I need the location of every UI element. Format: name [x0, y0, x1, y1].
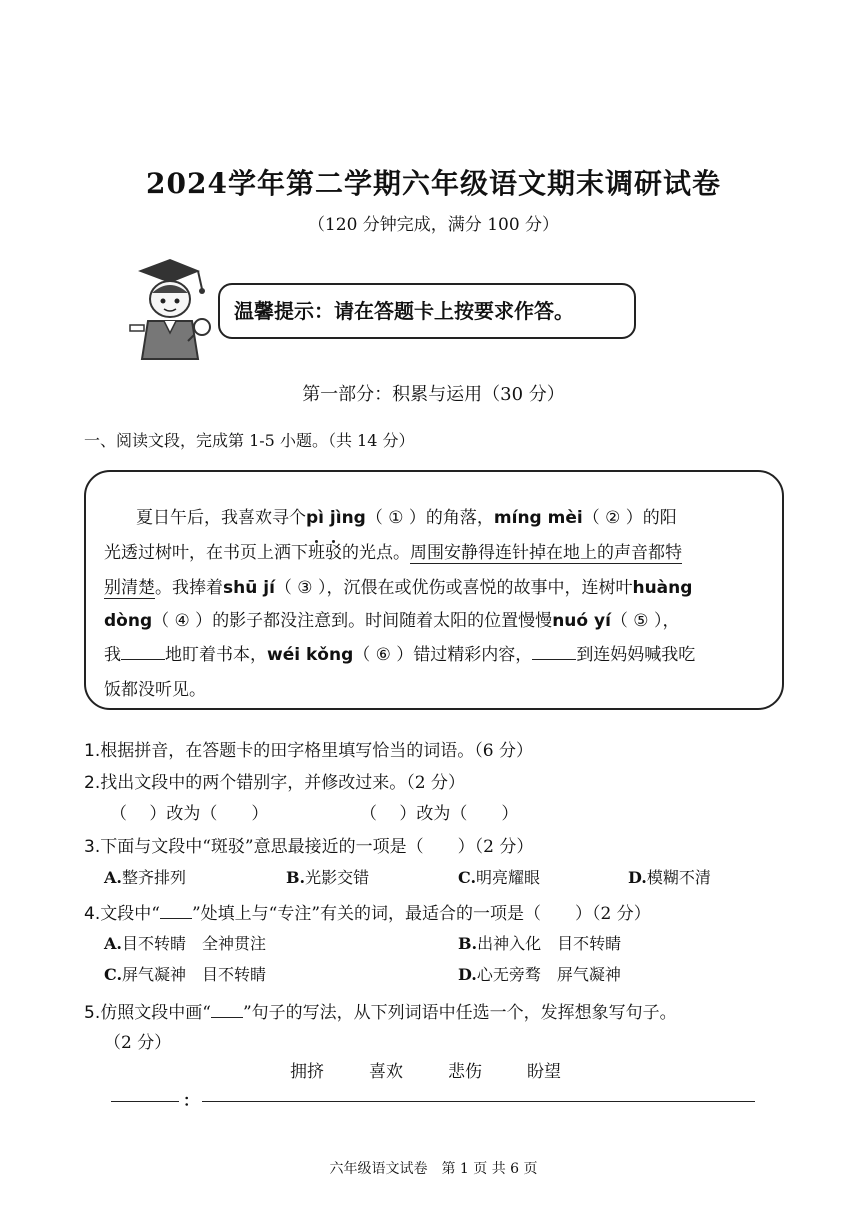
pinyin-1: pì jìng — [306, 508, 366, 528]
fill-blank — [532, 645, 576, 660]
question-5: 5.仿照文段中画“ ”句子的写法，从下列词语中任选一个，发挥想象写句子。 — [84, 1003, 677, 1023]
q3-option-c[interactable]: C.明亮耀眼 — [458, 868, 541, 887]
q4-option-b[interactable]: B.出神入化 目不转睛 — [458, 934, 622, 953]
answer-sentence-line[interactable] — [202, 1101, 755, 1102]
pinyin-5: nuó yí — [552, 611, 611, 631]
q2-blank-a: （ ）改为（ ） — [110, 804, 269, 824]
underlined-sentence: 周围安静得连针掉在地上的声音都特 — [410, 543, 682, 563]
pinyin-6: wéi kǒng — [267, 645, 354, 665]
question-2: 2.找出文段中的两个错别字，并修改过来。（2 分） — [84, 773, 465, 793]
q3-option-b[interactable]: B.光影交错 — [286, 868, 370, 887]
answer-word-line[interactable] — [111, 1101, 179, 1102]
pinyin-2: míng mèi — [493, 508, 583, 528]
q5-word-1: 拥挤 — [290, 1062, 324, 1082]
passage-line-5: 我 地盯着书本，wéi kǒng（ ⑥ ）错过精彩内容， 到连妈妈喊我吃 — [104, 645, 696, 665]
passage-line-6: 饭都没听见。 — [104, 680, 206, 700]
q3-option-d[interactable]: D.模糊不清 — [628, 868, 711, 887]
q4-option-c[interactable]: C.屏气凝神 目不转睛 — [104, 965, 267, 984]
q4-option-a[interactable]: A.目不转睛 全神贯注 — [104, 934, 266, 953]
section1-heading: 一、阅读文段，完成第 1-5 小题。（共 14 分） — [84, 431, 415, 450]
answer-colon: ： — [183, 1091, 200, 1110]
question-1: 1.根据拼音，在答题卡的田字格里填写恰当的词语。（6 分） — [84, 741, 533, 761]
passage-line-1: 夏日午后，我喜欢寻个pì jìng（ ① ）的角落，míng mèi（ ② ）的阳 — [136, 508, 677, 528]
passage-line-4: dòng（ ④ ）的影子都没注意到。时间随着太阳的位置慢慢nuó yí（ ⑤ ）， — [104, 611, 680, 631]
part1-heading: 第一部分：积累与运用（30 分） — [302, 384, 565, 405]
q5-word-4: 盼望 — [527, 1062, 561, 1082]
q5-score: （2 分） — [104, 1033, 172, 1053]
pinyin-4b: dòng — [104, 611, 153, 631]
page-subtitle: （120 分钟完成，满分 100 分） — [307, 215, 560, 235]
pinyin-4a: huàng — [632, 578, 693, 598]
passage-line-3: 别清楚。我捧着shū jí（ ③ ），沉偎在或优伤或喜悦的故事中，连树叶huàng — [104, 578, 693, 598]
pinyin-3: shū jí — [223, 578, 275, 598]
q5-word-2: 喜欢 — [369, 1062, 403, 1082]
graduate-mascot-icon — [118, 255, 213, 365]
question-4: 4.文段中“ ”处填上与“专注”有关的词，最适合的一项是（ ）（2 分） — [84, 904, 651, 924]
reminder-text: 温馨提示：请在答题卡上按要求作答。 — [234, 299, 574, 323]
passage-line-2: 光透过树叶，在书页上洒下班驳的光点。周围安静得连针掉在地上的声音都特 — [104, 543, 682, 563]
page-footer: 六年级语文试卷 第 1 页 共 6 页 — [329, 1161, 538, 1177]
q4-option-d[interactable]: D.心无旁骛 屏气凝神 — [458, 965, 621, 984]
q2-blank-b: （ ）改为（ ） — [360, 804, 519, 824]
q3-option-a[interactable]: A.整齐排列 — [104, 868, 186, 887]
question-3: 3.下面与文段中“斑驳”意思最接近的一项是（ ）（2 分） — [84, 837, 534, 857]
q5-word-3: 悲伤 — [448, 1062, 482, 1082]
page-title: 2024学年第二学期六年级语文期末调研试卷 — [146, 167, 721, 200]
fill-blank — [121, 645, 165, 660]
